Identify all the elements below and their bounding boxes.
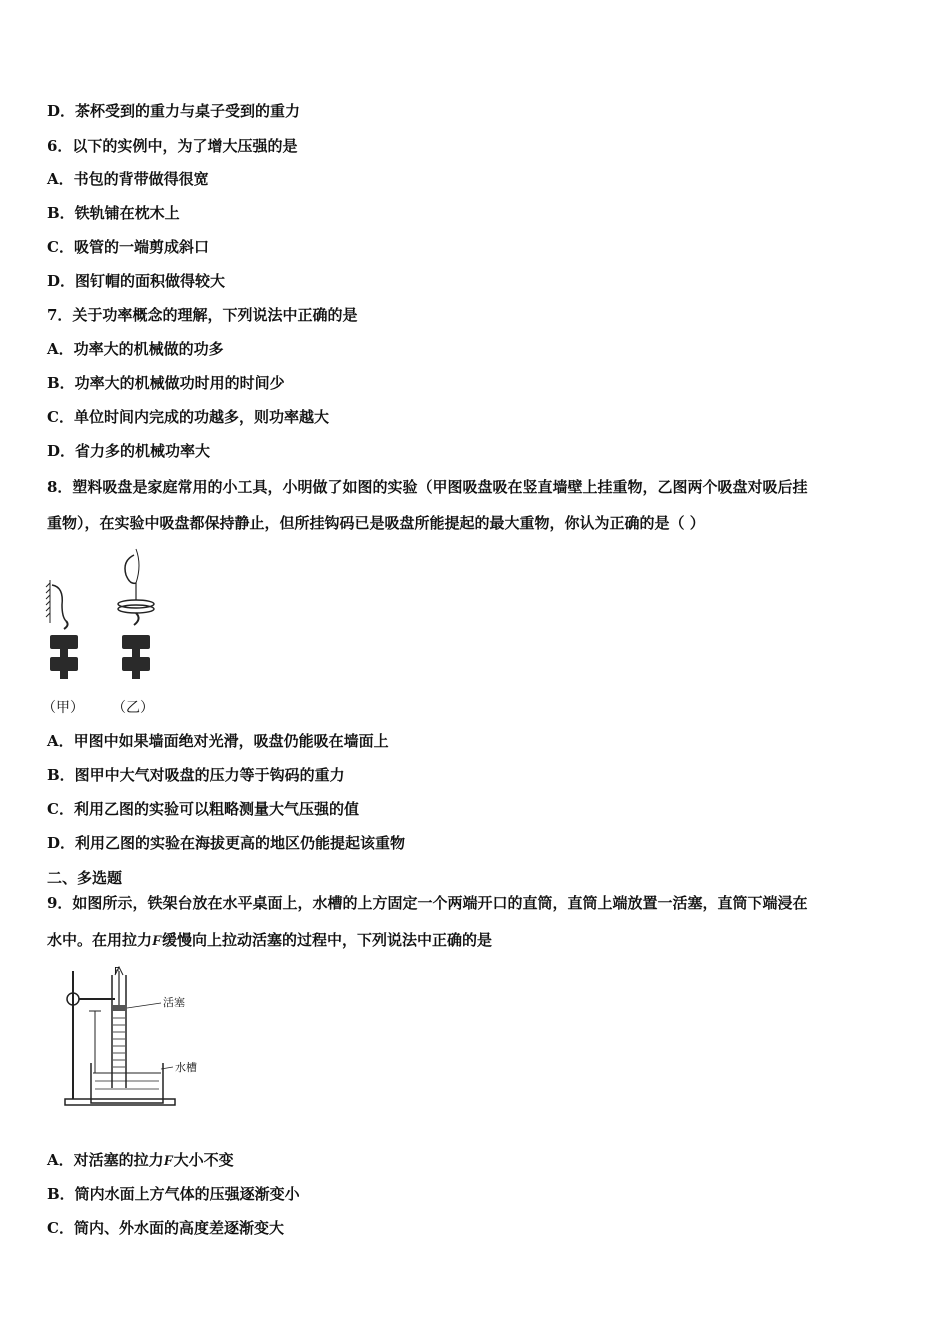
label-jia: （甲）: [42, 700, 84, 716]
q8-option-c: C．利用乙图的实验可以粗略测量大气压强的值: [47, 800, 359, 818]
q8-option-d: D．利用乙图的实验在海拔更高的地区仍能提起该重物: [47, 834, 406, 852]
label-yi: （乙）: [112, 700, 154, 716]
force-variable: F: [163, 1153, 174, 1169]
q6-option-b: B．铁轨铺在枕木上: [47, 204, 180, 222]
q6-stem: 6．以下的实例中，为了增大压强的是: [47, 137, 298, 155]
q7-option-c: C．单位时间内完成的功越多，则功率越大: [47, 408, 329, 426]
q8-suction-cup-figure: [42, 545, 182, 685]
force-variable: F: [152, 933, 163, 949]
q9-option-b: B．筒内水面上方气体的压强逐渐变小: [47, 1185, 300, 1203]
q9-iron-stand-figure: [55, 963, 205, 1113]
q7-option-a: A．功率大的机械做的功多: [47, 340, 224, 358]
q8-option-a: A．甲图中如果墙面绝对光滑，吸盘仍能吸在墙面上: [47, 732, 389, 750]
wall-hatch: [46, 580, 50, 623]
q7-option-d: D．省力多的机械功率大: [47, 442, 211, 460]
q7-option-b: B．功率大的机械做功时用的时间少: [47, 374, 285, 392]
q8-option-b: B．图甲中大气对吸盘的压力等于钩码的重力: [47, 766, 345, 784]
label-piston: 活塞: [163, 996, 185, 1009]
q8-stem-line1: 8．塑料吸盘是家庭常用的小工具，小明做了如图的实验（甲图吸盘吸在竖直墙壁上挂重物，乙图两个吸盘对吸后挂: [47, 478, 808, 496]
q9-stem-line1: 9．如图所示，铁架台放在水平桌面上，水槽的上方固定一个两端开口的直筒，直筒上端放置一活塞，直筒下端浸在: [47, 894, 808, 912]
label-water-tank: 水槽: [175, 1061, 197, 1074]
q7-stem: 7．关于功率概念的理解，下列说法中正确的是: [47, 306, 358, 324]
q6-option-d: D．图钉帽的面积做得较大: [47, 272, 226, 290]
label-force-F: F: [114, 966, 120, 977]
q9-stem-line2: 水中。在用拉力F缓慢向上拉动活塞的过程中，下列说法中正确的是: [47, 931, 493, 949]
q5-option-d: D．茶杯受到的重力与桌子受到的重力: [47, 102, 301, 120]
q6-option-c: C．吸管的一端剪成斜口: [47, 238, 209, 256]
q9-option-a: A．对活塞的拉力F大小不变: [47, 1151, 234, 1169]
section-multiple-choice: 二、多选题: [47, 869, 123, 887]
q9-option-c: C．筒内、外水面的高度差逐渐变大: [47, 1219, 284, 1237]
q8-stem-line2: 重物），在实验中吸盘都保持静止，但所挂钩码已是吸盘所能提起的最大重物，你认为正确的是（ ）: [47, 514, 705, 532]
q6-option-a: A．书包的背带做得很宽: [47, 170, 209, 188]
